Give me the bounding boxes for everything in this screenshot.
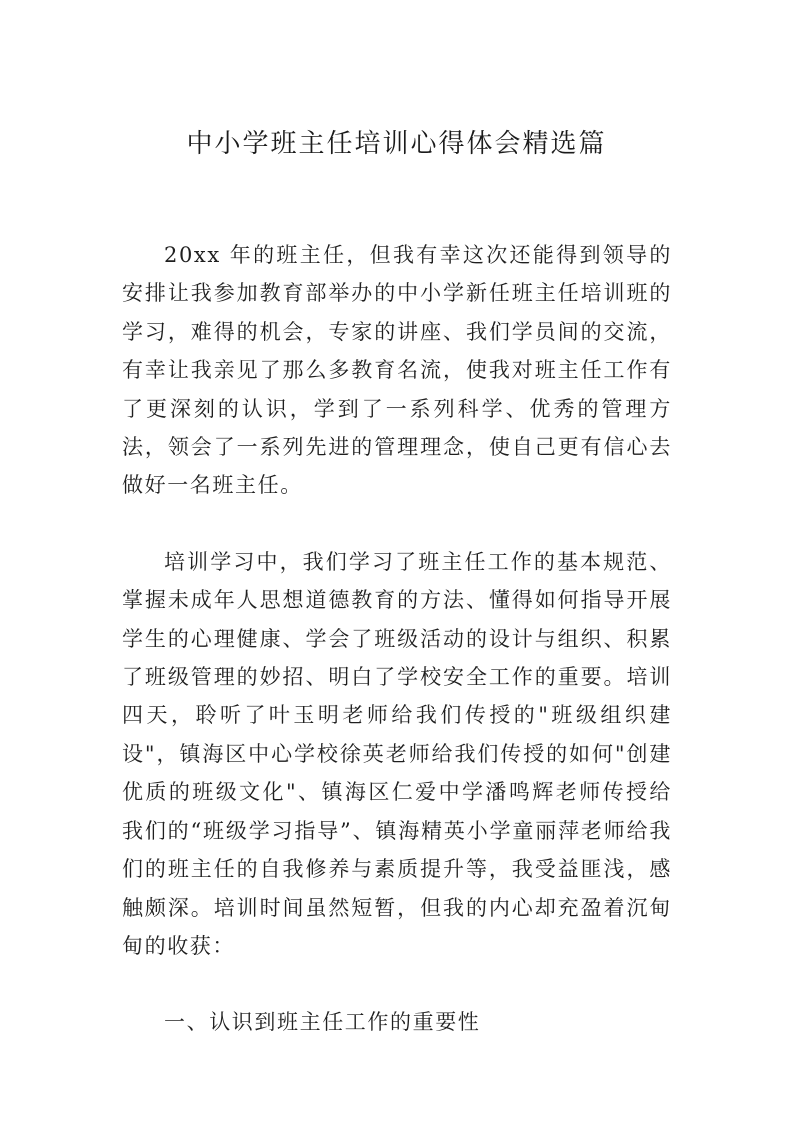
section-heading: 一、认识到班主任工作的重要性 [164, 1010, 481, 1035]
paragraph-intro: 20xx 年的班主任，但我有幸这次还能得到领导的安排让我参加教育部举办的中小学新任班主任培训班的学习，难得的机会，专家的讲座、我们学员间的交流，有幸让我亲见了那么多教育名流，使我对班主任工作有了更深刻的认识，学到了一系列科学、优秀的管理方法，领会了一系列先进的管理理念，使自己更有信心去做好一名班主任。 [122, 243, 672, 498]
paragraph-training: 培训学习中，我们学习了班主任工作的基本规范、掌握未成年人思想道德教育的方法、懂得如何指导开展学生的心理健康、学会了班级活动的设计与组织、积累了班级管理的妙招、明白了学校安全工作的重要。培训四天，聆听了叶玉明老师给我们传授的"班级组织建设"，镇海区中心学校徐英老师给我们传授的如何"创建优质的班级文化"、镇海区仁爱中学潘鸣辉老师传授给我们的“班级学习指导”、镇海精英小学童丽萍老师给我们的班主任的自我修养与素质提升等，我受益匪浅，感触颇深。培训时间虽然短暂，但我的内心却充盈着沉甸甸的收获： [122, 549, 672, 958]
document-body [122, 236, 672, 1042]
document-title: 中小学班主任培训心得体会精选篇 [186, 129, 607, 159]
